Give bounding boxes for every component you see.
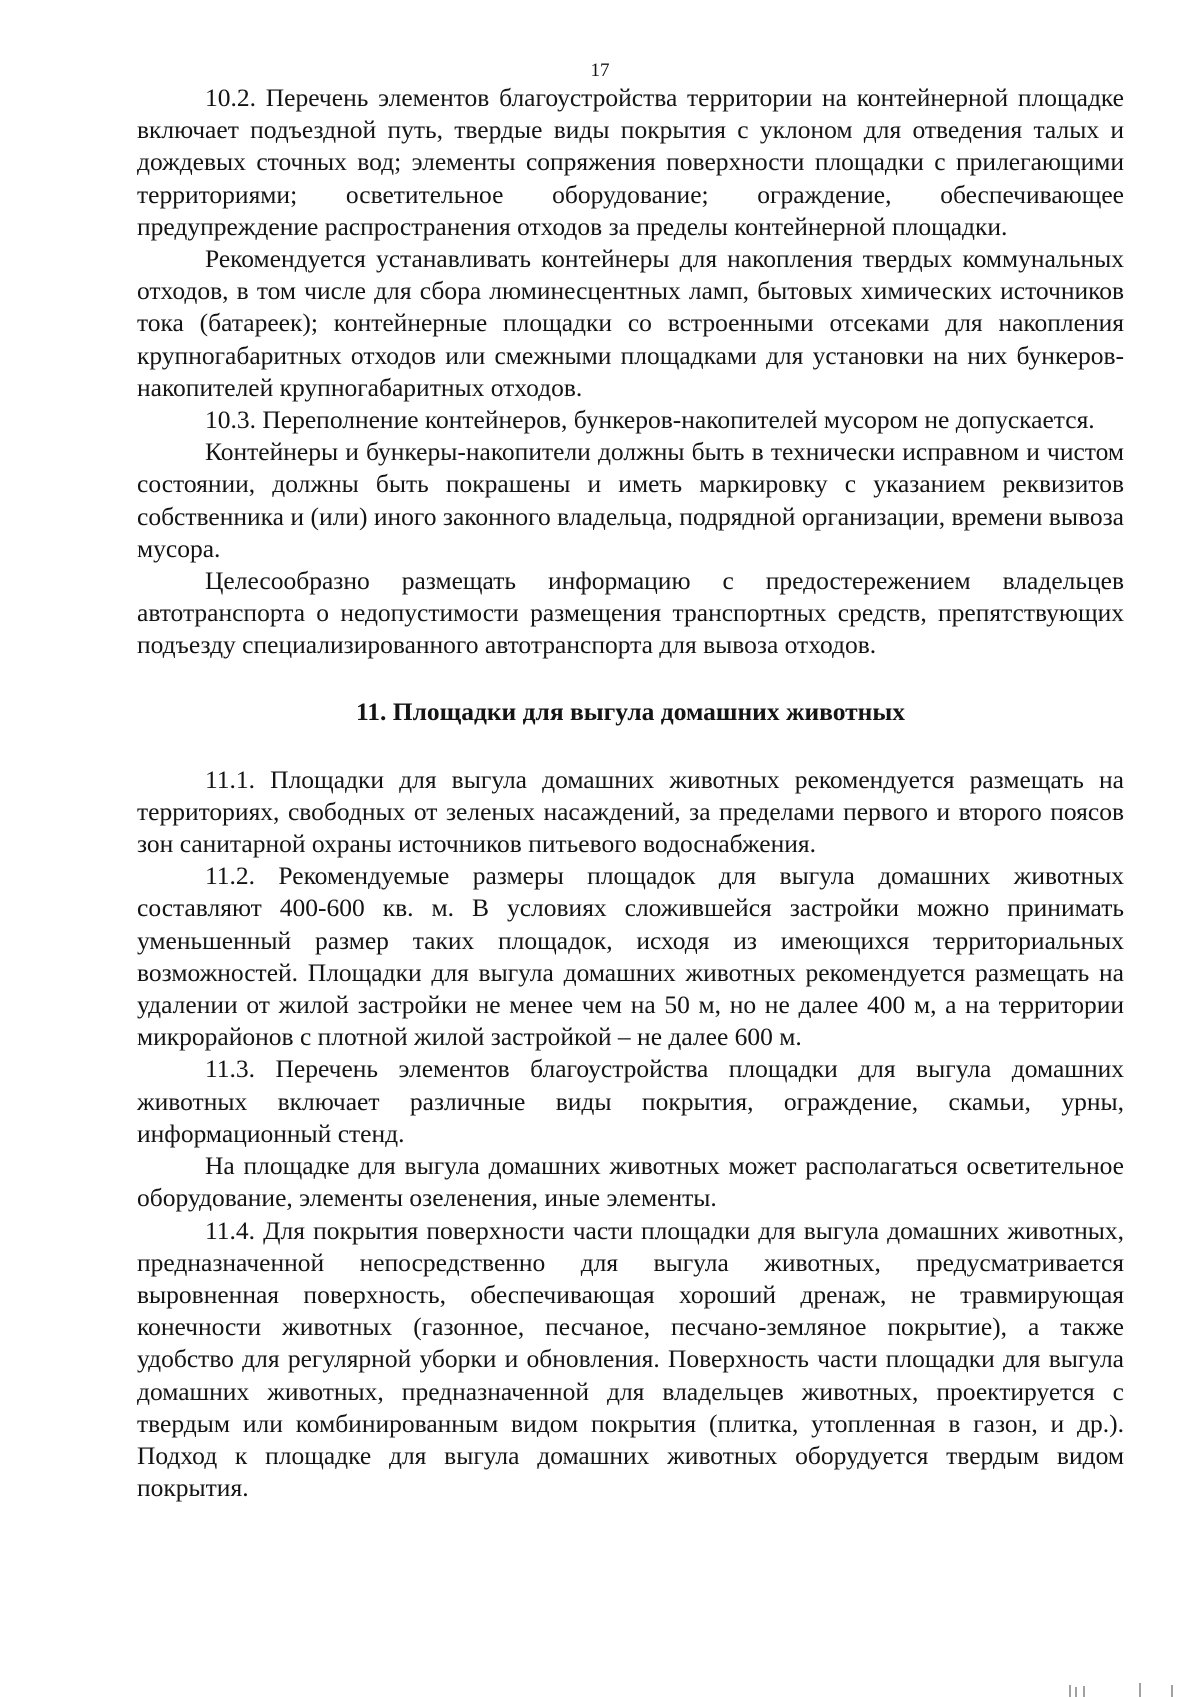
paragraph-10-2: 10.2. Перечень элементов благоустройства территории на контейнерной площадке включает подъездной путь, твердые виды покрытия с уклоном для отведения талых и дождевых сточных вод; элементы сопряжения поверхности площадки с прилегающими территориями; осветительное оборудование; ограждение, обеспечивающее предупреждение распространения отходов за пределы контейнерной площадки. [137,83,1124,241]
paragraph-10-3: 10.3. Переполнение контейнеров, бункеров-накопителей мусором не допускается. [205,405,1095,435]
paragraph-10-3-information: Целесообразно размещать информацию с предостережением владельцев автотранспорта о недопустимости размещения транспортных средств, препятствующих подъезду специализированного автотранспорта для вывоза отходов. [137,566,1124,660]
paragraph-11-2: 11.2. Рекомендуемые размеры площадок для выгула домашних животных составляют 400-600 кв. м. В условиях сложившейся застройки можно принимать уменьшенный размер таких площадок, исходя из имеющихся территориальных возможностей. Площадки для выгула домашних животных рекомендуется размещать на удалении от жилой застройки не менее чем на 50 м, но не далее 400 м, а на территории микрорайонов с плотной жилой застройкой – не далее 600 м. [137,861,1124,1052]
paragraph-11-3: 11.3. Перечень элементов благоустройства площадки для выгула домашних животных включает различные виды покрытия, ограждение, скамьи, урны, информационный стенд. [137,1054,1124,1148]
paragraph-10-3-condition: Контейнеры и бункеры-накопители должны быть в технически исправном и чистом состоянии, должны быть покрашены и иметь маркировку с указанием реквизитов собственника и (или) иного законного владельца, подрядной организации, времени вывоза мусора. [137,437,1124,563]
document-body [137,82,1124,1504]
paragraph-11-1: 11.1. Площадки для выгула домашних животных рекомендуется размещать на территориях, свободных от зеленых насаждений, за пределами первого и второго поясов зон санитарной охраны источников питьевого водоснабжения. [137,764,1124,859]
paragraph-11-4: 11.4. Для покрытия поверхности части площадки для выгула домашних животных, предназначенной непосредственно для выгула животных, предусматривается выровненная поверхность, обеспечивающая хороший дренаж, не травмирующая конечности животных (газонное, песчаное, песчано-земляное покрытие), а также удобство для регулярной уборки и обновления. Поверхность части площадки для выгула домашних животных, предназначенной для владельцев животных, проектируется с твердым или комбинированным видом покрытия (плитка, утопленная в газон, и др.). Подход к площадке для выгула домашних животных оборудуется твердым видом покрытия. [137,1215,1124,1503]
paragraph-10-2-containers: Рекомендуется устанавливать контейнеры для накопления твердых коммунальных отходов, в том числе для сбора люминесцентных ламп, бытовых химических источников тока (батареек); контейнерные площадки со встроенными отсеками для накопления крупногабаритных отходов или смежными площадками для установки на них бункеров-накопителей крупногабаритных отходов. [137,244,1124,402]
page-number: 17 [590,60,610,81]
paragraph-11-3-lighting: На площадке для выгула домашних животных может располагаться осветительное оборудование, элементы озеленения, иные элементы. [137,1151,1124,1213]
scan-edge-marks [1060,1683,1180,1697]
section-11-heading: 11. Площадки для выгула домашних животных [355,696,906,726]
